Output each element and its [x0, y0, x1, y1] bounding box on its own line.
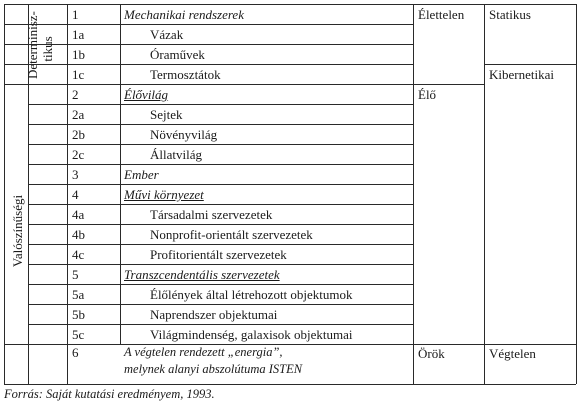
- row-separator: [28, 284, 413, 285]
- row-number: 4c: [72, 247, 85, 262]
- group-separator: [4, 84, 28, 85]
- row-separator: [28, 184, 413, 185]
- row-separator: [28, 164, 413, 165]
- table-left-border: [4, 4, 5, 384]
- table-right-border: [576, 4, 577, 384]
- group-label-deterministic-line1: Determinisz-: [25, 11, 40, 79]
- nature-infinite: Végtelen: [489, 346, 536, 361]
- row-number: 5c: [72, 327, 85, 342]
- nature-cybernetic: Kibernetikai: [489, 67, 554, 82]
- row-separator: [28, 104, 413, 105]
- row-number: 4: [72, 187, 79, 202]
- row-separator: [4, 64, 413, 65]
- row-number: 2b: [72, 127, 85, 142]
- row-label: Nonprofit-orientált szervezetek: [150, 227, 313, 242]
- row-number: 2: [72, 87, 79, 102]
- row-label: Transzcendentális szervezetek: [124, 267, 280, 282]
- row-separator: [28, 224, 413, 225]
- row-number: 4b: [72, 227, 85, 242]
- life-lifeless: Élettelen: [418, 7, 465, 22]
- row-number: 5b: [72, 307, 85, 322]
- row-separator: [28, 304, 413, 305]
- row-label: Profitorientált szervezetek: [150, 247, 287, 262]
- nature-static: Statikus: [489, 7, 531, 22]
- row-6-label-line1: A végtelen rendezett „energia”,: [124, 345, 283, 359]
- col-number-right: [67, 4, 68, 384]
- row-number: 1c: [72, 67, 85, 82]
- table-top-border: [4, 4, 576, 5]
- row-separator: [28, 124, 413, 125]
- row-label: Mechanikai rendszerek: [124, 7, 244, 22]
- row-separator: [28, 144, 413, 145]
- row-number: 1a: [72, 27, 85, 42]
- row-separator: [28, 324, 413, 325]
- row-label: Élővilág: [124, 87, 169, 102]
- life-separator: [413, 84, 484, 85]
- row-label: Vázak: [150, 27, 184, 42]
- col-life-right: [484, 4, 485, 384]
- col-indent: [120, 4, 121, 344]
- row-6-number: 6: [72, 345, 79, 360]
- row-label: Sejtek: [150, 107, 183, 122]
- row-number: 1: [72, 7, 79, 22]
- row-label: Világmindenség, galaxisok objektumai: [150, 327, 353, 342]
- row-label: Termosztátok: [150, 67, 221, 82]
- source-note: Forrás: Saját kutatási eredményem, 1993.: [4, 387, 215, 401]
- row-label: Művi környezet: [124, 187, 204, 202]
- row-label: Ember: [124, 167, 159, 182]
- row-separator: [4, 44, 413, 45]
- group-label-deterministic: [25, 11, 57, 79]
- table-bottom-border: [4, 384, 576, 385]
- row-number: 5: [72, 267, 79, 282]
- life-eternal: Örök: [418, 346, 445, 361]
- row-number: 5a: [72, 287, 85, 302]
- row-separator: [28, 204, 413, 205]
- nature-separator: [484, 64, 576, 65]
- row-number: 3: [72, 167, 79, 182]
- row-separator: [28, 264, 413, 265]
- row-number: 2c: [72, 147, 85, 162]
- row-number: 4a: [72, 207, 85, 222]
- row-separator: [28, 84, 413, 85]
- row-separator: [28, 244, 413, 245]
- row-number: 1b: [72, 47, 85, 62]
- row-label: Óraművek: [150, 47, 205, 62]
- row-label: Növényvilág: [150, 127, 218, 142]
- row-separator: [4, 24, 413, 25]
- row-label: Naprendszer objektumai: [150, 307, 278, 322]
- row-label: Társadalmi szervezetek: [150, 207, 273, 222]
- row-label: Állatvilág: [150, 147, 202, 162]
- group-label-deterministic-line2: tikus: [40, 36, 55, 62]
- last-row-top: [4, 344, 576, 345]
- row-label: Élőlények által létrehozott objektumok: [150, 287, 353, 302]
- life-living: Élő: [418, 87, 437, 102]
- row-number: 2a: [72, 107, 85, 122]
- row-6-label-line2: melynek alanyi abszolútuma ISTEN: [124, 362, 303, 376]
- group-label-probabilistic: Valószínűségi: [10, 194, 25, 268]
- col-label-right: [413, 4, 414, 384]
